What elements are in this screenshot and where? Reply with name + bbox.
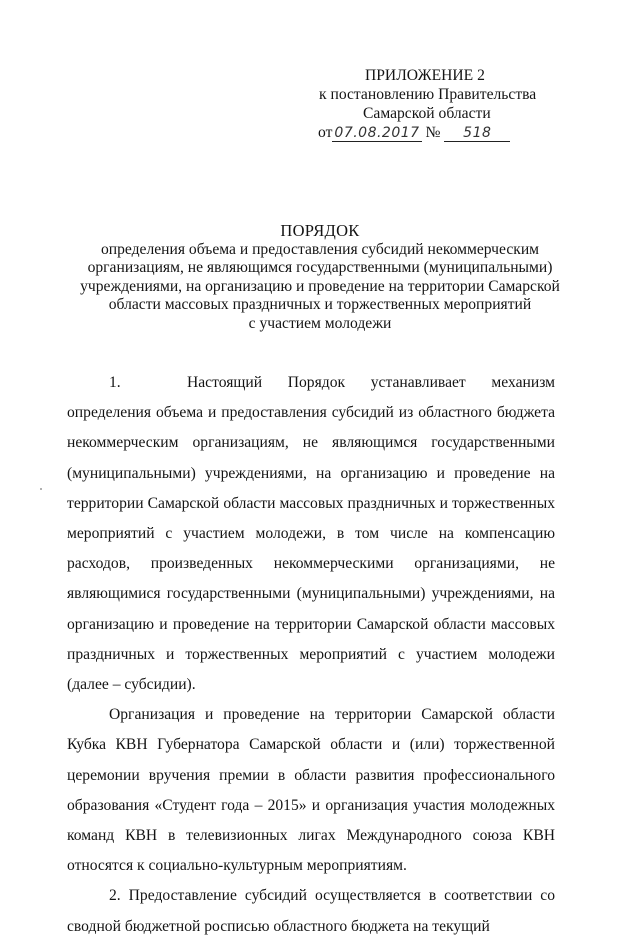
- heading-line: области массовых праздничных и торжественных мероприятий: [108, 296, 532, 313]
- appendix-title: ПРИЛОЖЕНИЕ 2: [365, 67, 485, 84]
- appendix-date-number-line: [318, 123, 550, 142]
- scan-speck: [40, 488, 42, 490]
- date-prefix: от: [318, 124, 333, 141]
- paragraph-3: 2. Предоставление субсидий осуществляется в соответствии со сводной бюджетной росписью областного бюджета на текущий: [67, 887, 555, 935]
- heading-line: организациям, не являющимся государственными (муниципальными): [87, 259, 553, 276]
- heading-title: ПОРЯДОК: [280, 221, 360, 240]
- paragraph-1-text: Настоящий Порядок устанавливает механизм определения объема и предоставления субсидий из областного бюджета некоммерческим организациям, не являющимся государственными (муниципальными) учреждениями, на организацию и проведение на территории Самарской области массовых праздничных и торжественных мероприятий с участием молодежи, в том числе на компенсацию расходов, произведенных некоммерческими организациями, не являющимися государственными (муниципальными) учреждениями, на организацию и проведение на территории Самарской области массовых праздничных и торжественных мероприятий с участием молодежи (далее – субсидии).: [67, 374, 555, 694]
- heading-line: учреждениями, на организацию и проведение на территории Самарской: [80, 277, 560, 295]
- heading-line: с участием молодежи: [248, 314, 392, 332]
- paragraph-1: [67, 368, 555, 700]
- appendix-block: [318, 66, 550, 142]
- heading-line: определения объема и предоставления субсидий некоммерческим: [100, 240, 540, 258]
- handwritten-date: 07.08.2017: [334, 125, 420, 141]
- paragraph-1-number: 1.: [109, 374, 121, 391]
- paragraph-2: Организация и проведение на территории Самарской области Кубка КВН Губернатора Самарской области и (или) торжественной церемонии вручения премии в области развития профессионального образования «Студент года – 2015» и организация участия молодежных команд КВН в телевизионных лигах Международного союза КВН относятся к социально-культурным мероприятиям.: [67, 706, 555, 875]
- number-prefix: №: [425, 124, 441, 141]
- appendix-region-line: Самарской области: [363, 105, 491, 122]
- appendix-resolution-line: к постановлению Правительства: [319, 86, 537, 103]
- handwritten-number: 518: [444, 126, 510, 142]
- document-heading: [70, 222, 570, 333]
- document-body: [67, 368, 555, 942]
